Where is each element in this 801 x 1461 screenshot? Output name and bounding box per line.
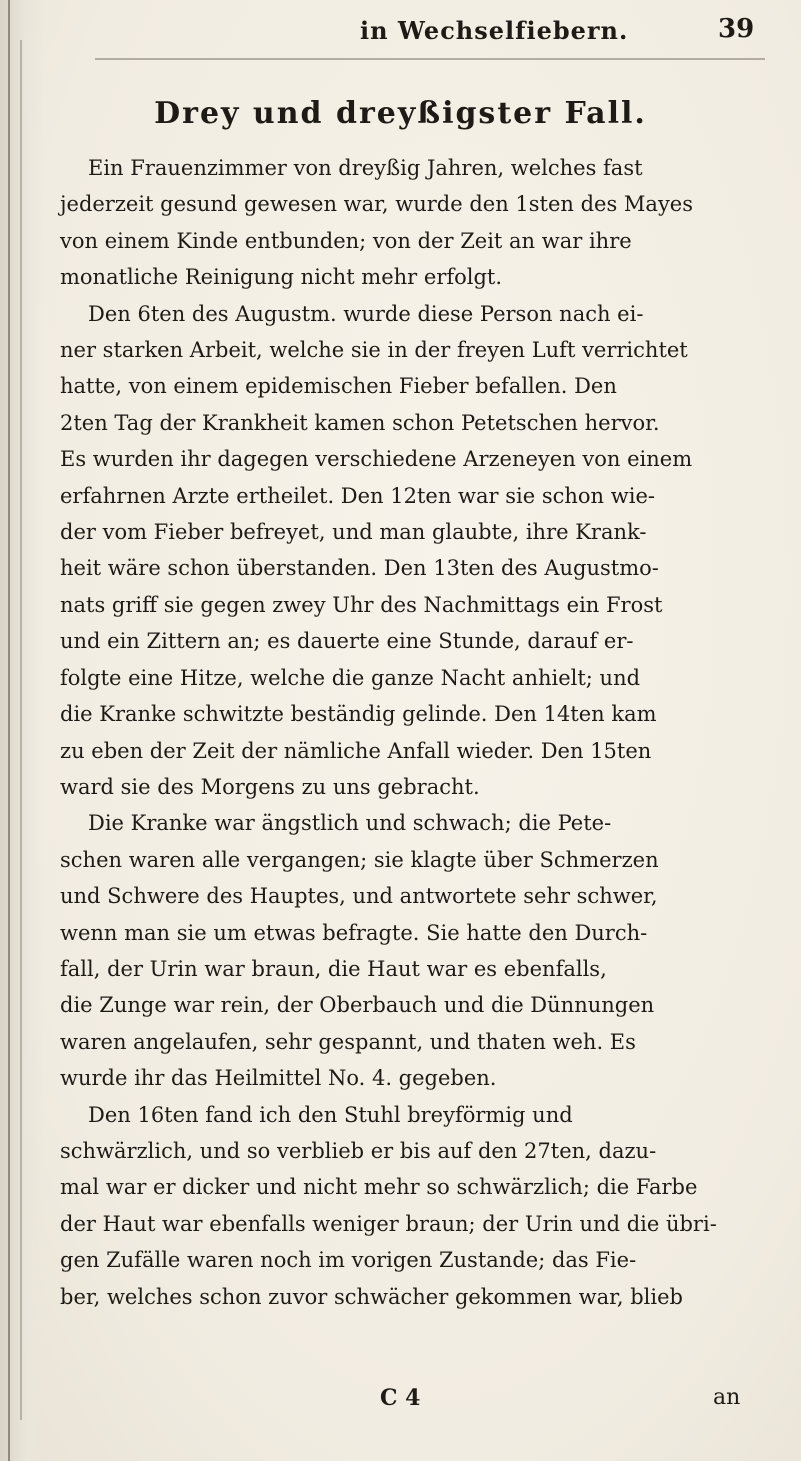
text-line: ber, welches schon zuvor schwächer gekommen war, blieb: [60, 1284, 683, 1309]
paragraph: [60, 1097, 760, 1315]
text-line: fall, der Urin war braun, die Haut war es ebenfalls,: [60, 956, 607, 981]
text-line: ner starken Arbeit, welche sie in der freyen Luft verrichtet: [60, 338, 688, 363]
text-line: wenn man sie um etwas befragte. Sie hatte den Durch-: [60, 920, 648, 945]
page-header: [0, 6, 801, 66]
chapter-title: Drey und dreyßigster Fall.: [154, 96, 647, 131]
text-line: hatte, von einem epidemischen Fieber befallen. Den: [60, 374, 617, 399]
text-line: 2ten Tag der Krankheit kamen schon Petetschen hervor.: [60, 410, 660, 435]
text-line: erfahrnen Arzte ertheilet. Den 12ten war sie schon wie-: [60, 483, 655, 508]
text-line: gen Zufälle waren noch im vorigen Zustande; das Fie-: [60, 1248, 637, 1273]
signature-mark: C 4: [380, 1385, 421, 1411]
text-line: mal war er dicker und nicht mehr so schwärzlich; die Farbe: [60, 1175, 698, 1200]
binding-gutter: [0, 0, 44, 1461]
text-line: schwärzlich, und so verblieb er bis auf den 27ten, dazu-: [60, 1138, 657, 1163]
text-line: Den 16ten fand ich den Stuhl breyförmig und: [88, 1102, 573, 1127]
text-line: waren angelaufen, sehr gespannt, und thaten weh. Es: [60, 1029, 636, 1054]
text-line: und ein Zittern an; es dauerte eine Stunde, darauf er-: [60, 629, 634, 654]
header-rule: [95, 58, 765, 60]
text-line: Die Kranke war ängstlich und schwach; die Pete-: [88, 811, 612, 836]
text-line: heit wäre schon überstanden. Den 13ten des Augustmo-: [60, 556, 659, 581]
text-line: Den 6ten des Augustm. wurde diese Person nach ei-: [88, 301, 644, 326]
text-line: der Haut war ebenfalls weniger braun; der Urin und die übri-: [60, 1211, 717, 1236]
text-line: schen waren alle vergangen; sie klagte über Schmerzen: [60, 847, 659, 872]
page-footer: [0, 1385, 801, 1425]
text-line: die Zunge war rein, der Oberbauch und die Dünnungen: [60, 993, 655, 1018]
running-head: in Wechselfiebern.: [360, 16, 629, 45]
paragraph: [60, 805, 760, 1096]
catchword: an: [713, 1385, 741, 1410]
text-line: ward sie des Morgens zu uns gebracht.: [60, 774, 480, 799]
paragraph: [60, 296, 760, 806]
gutter-line: [8, 0, 10, 1461]
text-line: und Schwere des Hauptes, und antwortete sehr schwer,: [60, 884, 658, 909]
paragraph: [60, 150, 760, 296]
text-line: der vom Fieber befreyet, und man glaubte, ihre Krank-: [60, 520, 647, 545]
gutter-line: [20, 40, 22, 1420]
text-line: folgte eine Hitze, welche die ganze Nacht anhielt; und: [60, 665, 641, 690]
text-line: nats griff sie gegen zwey Uhr des Nachmittags ein Frost: [60, 592, 663, 617]
text-line: von einem Kinde entbunden; von der Zeit an war ihre: [60, 228, 632, 253]
text-line: wurde ihr das Heilmittel No. 4. gegeben.: [60, 1066, 497, 1091]
text-line: zu eben der Zeit der nämliche Anfall wieder. Den 15ten: [60, 738, 652, 763]
text-line: Es wurden ihr dagegen verschiedene Arzeneyen von einem: [60, 447, 693, 472]
text-line: die Kranke schwitzte beständig gelinde. Den 14ten kam: [60, 702, 657, 727]
text-line: jederzeit gesund gewesen war, wurde den 1sten des Mayes: [60, 192, 694, 217]
page-body: [60, 150, 760, 1315]
text-line: Ein Frauenzimmer von dreyßig Jahren, welches fast: [88, 156, 643, 180]
text-line: monatliche Reinigung nicht mehr erfolgt.: [60, 265, 503, 290]
page-number: 39: [718, 14, 755, 44]
